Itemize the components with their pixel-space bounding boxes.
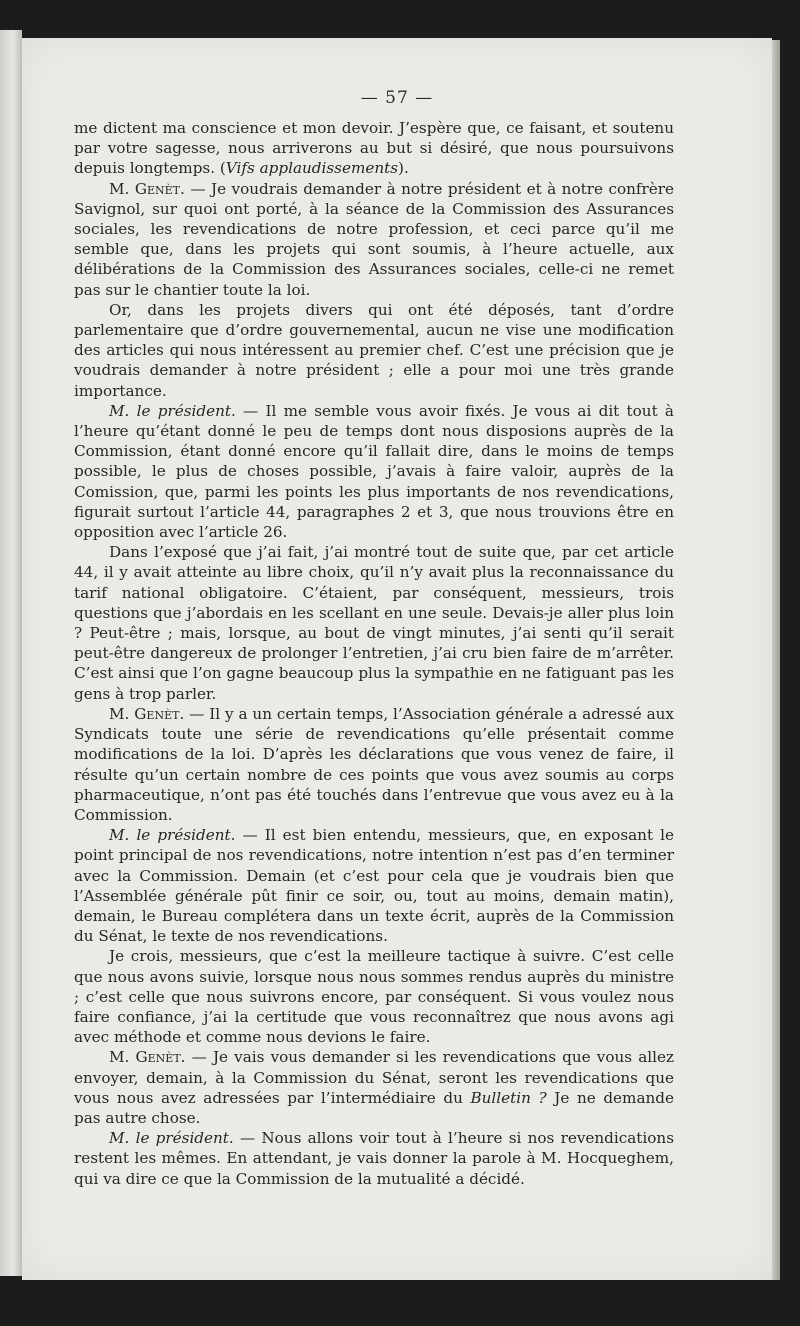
text-segment: Je crois, messieurs, que c’est la meilleure tactique à suivre. C’est celle que nous avons suivie, lorsque nous nous sommes rendus auprès du ministre ; c’est celle que nous suivrons encore, par conséquent. Si vous voulez nous faire confiance, j’ai la certitude que vous reconnaîtrez que nous avons agi avec méthode et comme nous devions le faire.: [74, 947, 674, 1047]
page-number: — 57 —: [360, 88, 434, 108]
text-segment: M.: [109, 1048, 136, 1067]
text-segment: . — Il est bien entendu, messieurs, que, en exposant le point principal de nos revendications, notre intention n’est pas d’en terminer avec la Commission. Demain (et c’est pour cela que je voudrais bien que l’Assemblée générale pût finir ce soir, ou, tout au moins, demain matin), demain, le Bureau complétera dans un texte écrit, auprès de la Commission du Sénat, le texte de nos revendications.: [74, 826, 674, 946]
paragraph: [74, 946, 674, 1047]
text-segment: M.: [109, 704, 135, 723]
paragraph: [74, 300, 674, 401]
text-segment: Or, dans les projets divers qui ont été déposés, tant d’ordre parlementaire que d’ordre gouvernemental, aucun ne vise une modification des articles qui nous intéressent au premier chef. C’est une précision que je voudrais demander à notre président ; elle a pour moi une très grande importance.: [74, 300, 674, 400]
left-page-edge: [0, 30, 22, 1276]
paragraph: [74, 704, 674, 825]
italic-text: Vifs applaudissements: [225, 159, 399, 178]
paragraph: [74, 1128, 674, 1189]
paragraph: [74, 1047, 674, 1128]
speaker-name: Genèt: [134, 704, 180, 723]
paragraph: [74, 825, 674, 946]
text-segment: ).: [398, 159, 409, 178]
paragraph: [74, 179, 674, 300]
text-segment: M.: [109, 179, 135, 198]
text-segment: . — Il me semble vous avoir fixés. Je vous ai dit tout à l’heure qu’étant donné le peu de temps dont nous disposions auprès de la Commission, étant donné encore qu’il fallait dire, dans le moins de temps possible, le plus de choses possible, j’avais à faire valoir, auprès de la Comission, que, parmi les points les plus importants de nos revendications, figurait surtout l’article 44, paragraphes 2 et 3, que nous trouvions être en opposition avec l’article 26.: [74, 401, 674, 542]
text-segment: Dans l’exposé que j’ai fait, j’ai montré tout de suite que, par cet article 44, il y avait atteinte au libre choix, qu’il n’y avait plus la reconnaissance du tarif national obligatoire. C’étaient, par conséquent, messieurs, trois questions que j’abordais en les scellant en une seule. Devais-je aller plus loin ? Peut-être ; mais, lorsque, au bout de vingt minutes, j’ai senti qu’il serait peut-être dangereux de prolonger l’entretien, j’ai cru bien faire de m’arrêter. C’est ainsi que l’on gagne beaucoup plus la sympathie en ne fatiguant pas les gens à trop parler.: [74, 543, 674, 703]
speaker-name: Genèt: [134, 179, 181, 198]
text-segment: me dictent ma conscience et mon devoir. J’espère que, ce faisant, et soutenu par votre sagesse, nous arriverons au but si désiré, que nous poursuivons depuis longtemps. (: [74, 119, 674, 178]
text-segment: . — Je vais vous demander si les revendications que vous allez envoyer, demain, à la Commission du Sénat, seront les revendications que vous nous avez adressées par l’intermédiaire du: [74, 1048, 674, 1107]
paragraph: [74, 542, 674, 704]
text-segment: Je ne demande pas autre chose.: [74, 1088, 674, 1127]
text-body: [74, 118, 674, 1189]
italic-text: Bulletin ?: [470, 1088, 547, 1107]
paragraph: [74, 401, 674, 542]
italic-text: M. le président: [109, 826, 231, 845]
page-sheet: [22, 38, 772, 1280]
paragraph: [74, 118, 674, 179]
text-segment: . — Nous allons voir tout à l’heure si nos revendications restent les mêmes. En attendant, je vais donner la parole à M. Hocqueghem, qui va dire ce que la Commission de la mutualité a décidé.: [74, 1129, 674, 1188]
italic-text: M. le président: [109, 1129, 229, 1148]
italic-text: M. le président: [109, 401, 231, 420]
speaker-name: Genèt: [135, 1048, 181, 1067]
text-segment: . — Je voudrais demander à notre président et à notre confrère Savignol, sur quoi ont porté, à la séance de la Commission des Assurances sociales, les revendications de notre profession, et ceci parce qu’il me semble que, dans les projets qui sont soumis, à l’heure actuelle, aux délibérations de la Commission des Assurances sociales, celle-ci ne remet pas sur le chantier toute la loi.: [74, 179, 674, 299]
text-segment: . — Il y a un certain temps, l’Association générale a adressé aux Syndicats toute une série de revendications qu’elle présentait comme modifications de la loi. D’après les déclarations que vous venez de faire, il résulte qu’un certain nombre de ces points que vous avez soumis au corps pharmaceutique, n’ont pas été touchés dans l’entrevue que vous avez eu à la Commission.: [74, 704, 674, 824]
